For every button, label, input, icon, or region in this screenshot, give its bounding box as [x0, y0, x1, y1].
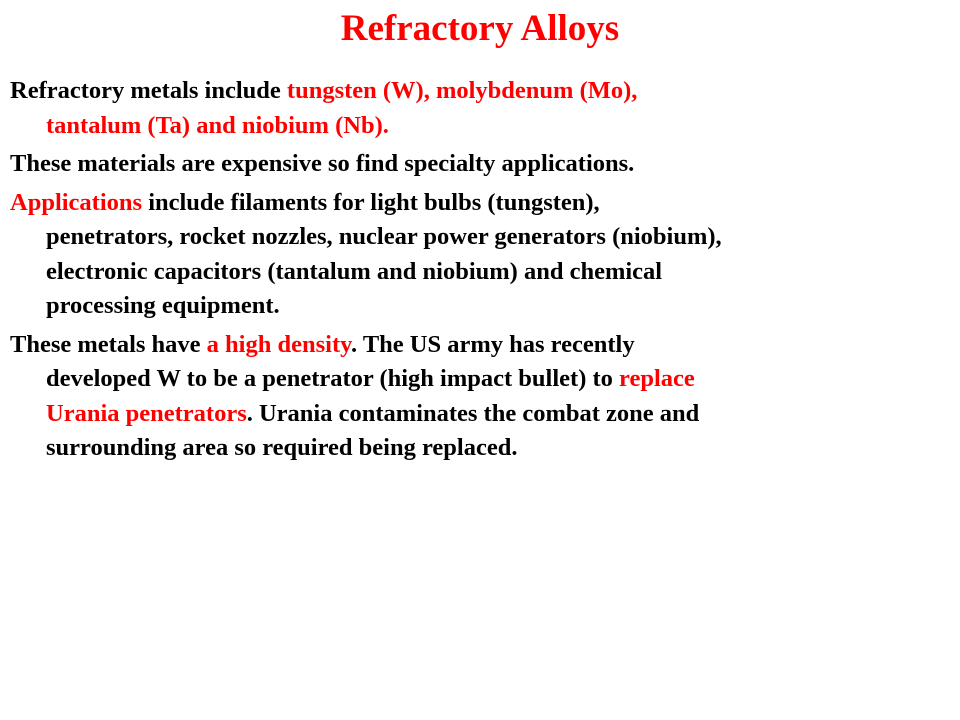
- body-text: processing equipment.: [46, 292, 280, 319]
- bullet-paragraph: [10, 147, 945, 182]
- slide-body: [10, 74, 945, 470]
- highlighted-text: replace: [619, 365, 695, 392]
- body-text: These materials are expensive so find specialty applications.: [10, 150, 635, 177]
- bullet-paragraph: [10, 186, 945, 324]
- bullet-paragraph: [10, 328, 945, 466]
- highlighted-text: tantalum (Ta) and niobium (Nb).: [46, 111, 389, 139]
- body-text: Refractory metals include: [10, 77, 287, 104]
- body-text: . The US army has recently: [351, 330, 635, 358]
- highlighted-text: tungsten (W), molybdenum (Mo),: [286, 77, 638, 104]
- body-text: penetrators, rocket nozzles, nuclear power generators (niobium),: [46, 223, 722, 250]
- body-text: electronic capacitors (tantalum and niobium) and chemical: [46, 257, 663, 285]
- bullet-paragraph: [10, 74, 945, 143]
- highlighted-text: a high density: [206, 330, 352, 358]
- body-text: surrounding area so required being replaced.: [46, 434, 518, 461]
- body-text: developed W to be a penetrator (high impact bullet) to: [46, 365, 620, 392]
- body-text: include filaments for light bulbs (tungsten),: [142, 188, 600, 216]
- body-text: These metals have: [10, 330, 207, 358]
- body-text: . Urania contaminates the combat zone and: [246, 399, 700, 427]
- highlighted-text: Urania penetrators: [46, 399, 247, 427]
- highlighted-text: Applications: [10, 188, 143, 216]
- slide-title: Refractory Alloys: [340, 8, 620, 49]
